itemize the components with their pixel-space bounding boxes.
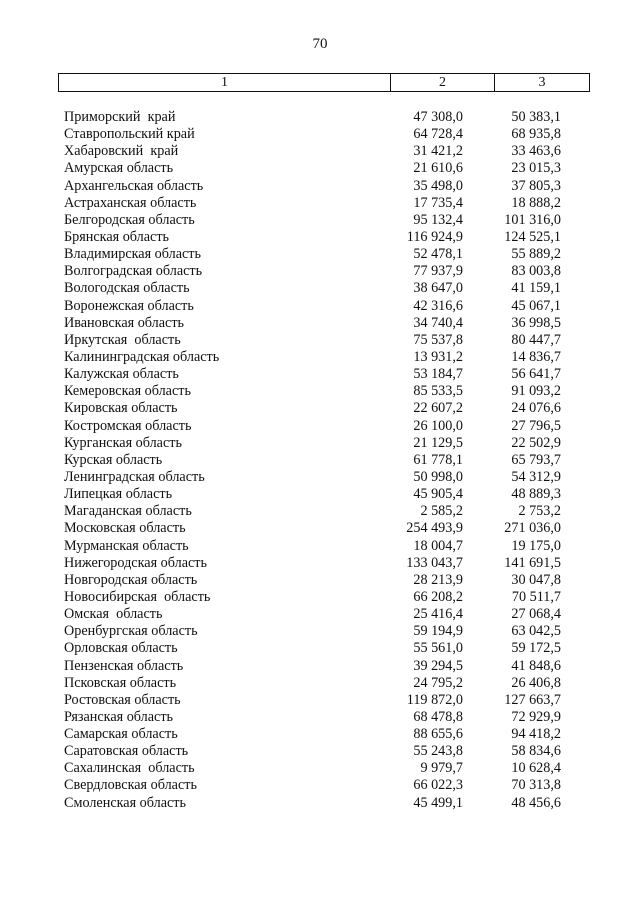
- region-name: Московская область: [64, 520, 186, 537]
- value-column-3: 27 796,5: [511, 417, 561, 434]
- value-column-2: 66 208,2: [413, 588, 463, 605]
- table-row: [0, 400, 640, 417]
- value-column-3: 33 463,6: [511, 143, 561, 160]
- region-name: Новгородская область: [64, 571, 198, 588]
- page-number: 70: [312, 36, 328, 52]
- value-column-2: 42 316,6: [413, 297, 463, 314]
- value-column-3: 36 998,5: [511, 314, 561, 331]
- table-row: [0, 743, 640, 760]
- value-column-3: 22 502,9: [511, 434, 561, 451]
- value-column-2: 52 478,1: [413, 246, 463, 263]
- region-name: Псковская область: [64, 674, 177, 691]
- region-name: Ростовская область: [64, 691, 181, 708]
- table-row: [0, 726, 640, 743]
- table-row: [0, 452, 640, 469]
- value-column-3: 24 076,6: [511, 400, 561, 417]
- table-row: [0, 658, 640, 675]
- region-name: Липецкая область: [64, 486, 173, 503]
- value-column-3: 72 929,9: [511, 708, 561, 725]
- region-name: Хабаровский край: [64, 143, 179, 160]
- value-column-2: 133 043,7: [406, 554, 463, 571]
- value-column-2: 38 647,0: [413, 280, 463, 297]
- table-row: [0, 760, 640, 777]
- value-column-3: 101 316,0: [504, 211, 561, 228]
- region-name: Кировская область: [64, 400, 178, 417]
- table-row: [0, 280, 640, 297]
- value-column-3: 65 793,7: [511, 451, 561, 468]
- value-column-2: 47 308,0: [413, 109, 463, 125]
- value-column-3: 41 159,1: [511, 280, 561, 297]
- value-column-3: 54 312,9: [511, 468, 561, 485]
- region-name: Иркутская область: [64, 331, 181, 348]
- region-name: Ставропольский край: [64, 126, 195, 143]
- region-name: Самарская область: [64, 726, 178, 743]
- value-column-2: 77 937,9: [413, 263, 463, 280]
- region-name: Брянская область: [64, 228, 170, 245]
- value-column-3: 23 015,3: [511, 160, 561, 177]
- value-column-2: 13 931,2: [413, 348, 463, 365]
- value-column-2: 59 194,9: [413, 623, 463, 640]
- value-column-3: 18 888,2: [511, 194, 561, 211]
- table-row: [0, 178, 640, 195]
- table-row: [0, 469, 640, 486]
- value-column-3: 70 511,7: [511, 588, 561, 605]
- table-row: [0, 555, 640, 572]
- value-column-3: 30 047,8: [511, 571, 561, 588]
- value-column-2: 24 795,2: [413, 674, 463, 691]
- region-name: Ивановская область: [64, 314, 185, 331]
- table-row: [0, 298, 640, 315]
- value-column-2: 61 778,1: [413, 451, 463, 468]
- table-row: [0, 418, 640, 435]
- table-row: [0, 109, 640, 126]
- region-name: Курская область: [64, 451, 163, 468]
- table-row: [0, 263, 640, 280]
- table-row: [0, 606, 640, 623]
- region-name: Пензенская область: [64, 657, 184, 674]
- value-column-2: 45 905,4: [413, 486, 463, 503]
- value-column-3: 127 663,7: [504, 691, 561, 708]
- table-row: [0, 520, 640, 537]
- table-row: [0, 795, 640, 812]
- value-column-3: 19 175,0: [511, 537, 561, 554]
- value-column-2: 31 421,2: [413, 143, 463, 160]
- value-column-2: 25 416,4: [413, 606, 463, 623]
- column-header-1: 1: [59, 74, 391, 91]
- region-name: Саратовская область: [64, 743, 189, 760]
- table-row: [0, 212, 640, 229]
- column-header-3: 3: [538, 75, 546, 90]
- value-column-2: 28 213,9: [413, 571, 463, 588]
- region-name: Нижегородская область: [64, 554, 207, 571]
- region-name: Приморский край: [64, 109, 176, 125]
- table-row: [0, 640, 640, 657]
- value-column-2: 55 243,8: [413, 743, 463, 760]
- table-row: [0, 195, 640, 212]
- value-column-2: 64 728,4: [413, 126, 463, 143]
- table-row: [0, 623, 640, 640]
- value-column-3: 70 313,8: [511, 777, 561, 794]
- region-name: Кемеровская область: [64, 383, 191, 400]
- region-name: Мурманская область: [64, 537, 189, 554]
- region-name: Курганская область: [64, 434, 182, 451]
- value-column-2: 17 735,4: [413, 194, 463, 211]
- value-column-3: 83 003,8: [511, 263, 561, 280]
- value-column-3: 50 383,1: [511, 109, 561, 125]
- table-row: [0, 126, 640, 143]
- table-row: [0, 777, 640, 794]
- table-row: [0, 486, 640, 503]
- table-row: [0, 589, 640, 606]
- region-name: Владимирская область: [64, 246, 201, 263]
- region-name: Воронежская область: [64, 297, 194, 314]
- value-column-2: 50 998,0: [413, 468, 463, 485]
- region-name: Архангельская область: [64, 177, 204, 194]
- table-row: [0, 709, 640, 726]
- region-name: Оренбургская область: [64, 623, 198, 640]
- value-column-2: 9 979,7: [420, 760, 463, 777]
- value-column-3: 141 691,5: [504, 554, 561, 571]
- table-row: [0, 383, 640, 400]
- value-column-2: 75 537,8: [413, 331, 463, 348]
- value-column-3: 48 456,6: [511, 794, 561, 811]
- value-column-2: 2 585,2: [420, 503, 463, 520]
- table-row: [0, 160, 640, 177]
- table-row: [0, 349, 640, 366]
- table-row: [0, 538, 640, 555]
- value-column-3: 55 889,2: [511, 246, 561, 263]
- value-column-3: 58 834,6: [511, 743, 561, 760]
- value-column-2: 34 740,4: [413, 314, 463, 331]
- value-column-3: 27 068,4: [511, 606, 561, 623]
- value-column-2: 22 607,2: [413, 400, 463, 417]
- region-name: Астраханская область: [64, 194, 197, 211]
- region-name: Амурская область: [64, 160, 174, 177]
- value-column-2: 39 294,5: [413, 657, 463, 674]
- value-column-2: 21 129,5: [413, 434, 463, 451]
- value-column-3: 48 889,3: [511, 486, 561, 503]
- value-column-3: 68 935,8: [511, 126, 561, 143]
- value-column-3: 80 447,7: [511, 331, 561, 348]
- region-name: Орловская область: [64, 640, 178, 657]
- table-row: [0, 572, 640, 589]
- value-column-2: 68 478,8: [413, 708, 463, 725]
- table-row: [0, 332, 640, 349]
- value-column-2: 116 924,9: [406, 228, 463, 245]
- value-column-3: 2 753,2: [518, 503, 561, 520]
- value-column-3: 26 406,8: [511, 674, 561, 691]
- value-column-2: 254 493,9: [406, 520, 463, 537]
- value-column-2: 119 872,0: [406, 691, 463, 708]
- table-row: [0, 503, 640, 520]
- value-column-3: 94 418,2: [511, 726, 561, 743]
- region-name: Смоленская область: [64, 794, 186, 811]
- table-body: [0, 109, 640, 812]
- value-column-3: 37 805,3: [511, 177, 561, 194]
- region-name: Калининградская область: [64, 348, 220, 365]
- value-column-2: 35 498,0: [413, 177, 463, 194]
- value-column-3: 124 525,1: [504, 228, 561, 245]
- value-column-3: 63 042,5: [511, 623, 561, 640]
- value-column-2: 85 533,5: [413, 383, 463, 400]
- region-name: Вологодская область: [64, 280, 190, 297]
- value-column-3: 59 172,5: [511, 640, 561, 657]
- column-header-2: 2: [391, 74, 495, 91]
- table-row: [0, 143, 640, 160]
- value-column-2: 66 022,3: [413, 777, 463, 794]
- value-column-3: 41 848,6: [511, 657, 561, 674]
- value-column-2: 53 184,7: [413, 366, 463, 383]
- table-row: [0, 692, 640, 709]
- region-name: Свердловская область: [64, 777, 197, 794]
- value-column-3: 10 628,4: [511, 760, 561, 777]
- region-name: Ленинградская область: [64, 468, 205, 485]
- value-column-2: 95 132,4: [413, 211, 463, 228]
- region-name: Рязанская область: [64, 708, 174, 725]
- value-column-3: 271 036,0: [504, 520, 561, 537]
- table-header: [58, 73, 590, 92]
- region-name: Магаданская область: [64, 503, 192, 520]
- table-row: [0, 366, 640, 383]
- table-row: [0, 315, 640, 332]
- value-column-3: 56 641,7: [511, 366, 561, 383]
- value-column-2: 55 561,0: [413, 640, 463, 657]
- region-name: Белгородская область: [64, 211, 195, 228]
- region-name: Калужская область: [64, 366, 179, 383]
- value-column-3: 91 093,2: [511, 383, 561, 400]
- region-name: Костромская область: [64, 417, 192, 434]
- region-name: Новосибирская область: [64, 588, 211, 605]
- region-name: Волгоградская область: [64, 263, 203, 280]
- value-column-2: 26 100,0: [413, 417, 463, 434]
- value-column-2: 21 610,6: [413, 160, 463, 177]
- value-column-2: 88 655,6: [413, 726, 463, 743]
- table-row: [0, 675, 640, 692]
- value-column-3: 45 067,1: [511, 297, 561, 314]
- value-column-3: 14 836,7: [511, 348, 561, 365]
- table-row: [0, 246, 640, 263]
- table-row: [0, 435, 640, 452]
- region-name: Омская область: [64, 606, 163, 623]
- value-column-2: 45 499,1: [413, 794, 463, 811]
- region-name: Сахалинская область: [64, 760, 195, 777]
- table-row: [0, 229, 640, 246]
- value-column-2: 18 004,7: [413, 537, 463, 554]
